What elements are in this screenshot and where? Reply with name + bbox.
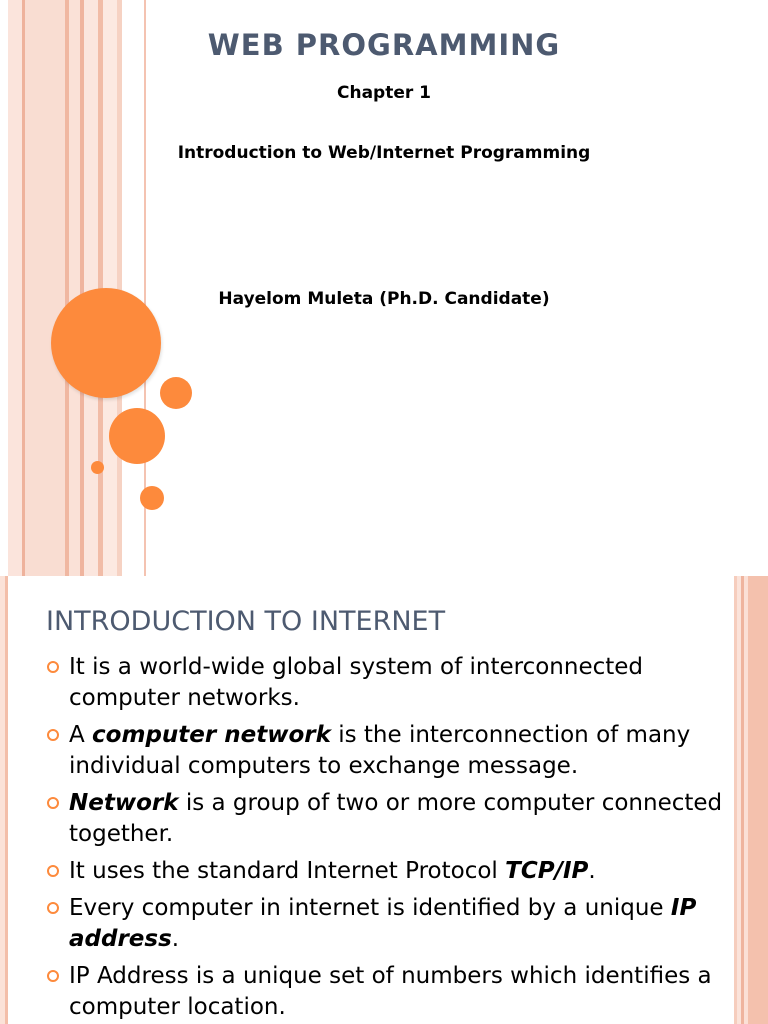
author-name: Hayelom Muleta (Ph.D. Candidate) [218, 289, 550, 309]
emphasized-term: computer network [92, 722, 331, 748]
bullet-circle-icon [47, 970, 59, 982]
slide-title: WEB PROGRAMMING [207, 28, 561, 62]
bullet-item [46, 652, 736, 714]
decorative-circle [91, 461, 104, 474]
emphasized-term: TCP/IP [505, 858, 589, 884]
bullet-item [46, 720, 736, 782]
slide-heading: INTRODUCTION TO INTERNET [46, 606, 446, 637]
bullet-circle-icon [47, 729, 59, 741]
decorative-circle [109, 408, 165, 464]
chapter-label: Chapter 1 [336, 83, 431, 103]
bullet-circle-icon [47, 797, 59, 809]
bullet-item [46, 893, 736, 955]
bullet-text: IP Address is a unique set of numbers which identifies a computer location. [69, 963, 712, 1020]
bullet-item [46, 856, 736, 887]
decorative-circle-large [51, 288, 161, 398]
decorative-circle [160, 377, 192, 409]
emphasized-term: Network [69, 790, 179, 816]
bullet-text: A [69, 722, 93, 748]
bullet-text: It is a world-wide global system of interconnected computer networks. [69, 654, 644, 711]
bullet-item [46, 788, 736, 850]
content-slide [0, 576, 768, 1024]
slide-subtitle: Introduction to Web/Internet Programming [177, 143, 591, 163]
bullet-list [46, 652, 736, 1024]
bullet-item [46, 961, 736, 1023]
bullet-text: Every computer in internet is identified by a unique [69, 895, 671, 921]
bullet-text: is the interconnection of many individual computers to exchange message. [69, 722, 691, 779]
bullet-text: . [171, 926, 180, 952]
bullet-circle-icon [47, 902, 59, 914]
bullet-circle-icon [47, 865, 59, 877]
bullet-circle-icon [47, 661, 59, 673]
bullet-text: is a group of two or more computer connected together. [69, 790, 723, 847]
emphasized-term: IP address [69, 895, 697, 952]
decorative-circle [140, 486, 164, 510]
bullet-text: It uses the standard Internet Protocol [69, 858, 506, 884]
bullet-text: . [588, 858, 596, 884]
